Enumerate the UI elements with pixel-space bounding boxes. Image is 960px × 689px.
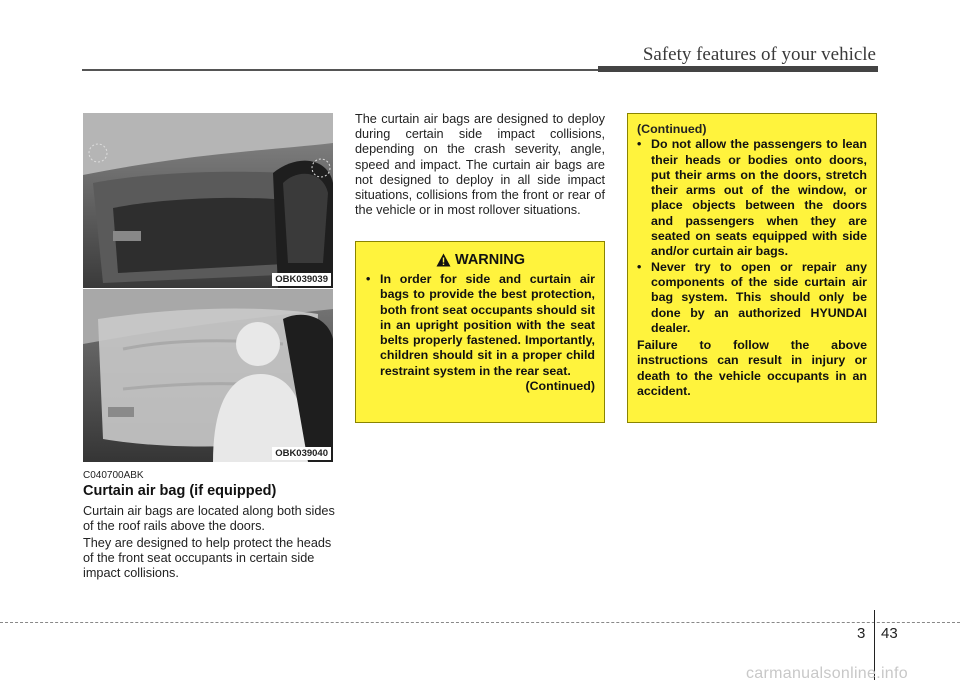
car-interior-image bbox=[83, 113, 333, 288]
warning-heading bbox=[366, 252, 595, 268]
photo-curtain-airbag-location bbox=[83, 113, 333, 288]
warning-bullet bbox=[637, 260, 867, 336]
photo-code-label: OBK039040 bbox=[272, 447, 331, 460]
deployed-airbag-image bbox=[83, 289, 333, 462]
bullet-dot: • bbox=[366, 272, 371, 286]
warning-box bbox=[355, 241, 605, 423]
photo-code-label: OBK039039 bbox=[272, 273, 331, 286]
warning-final-text: Failure to follow the above instructions can result in injury or death to the vehicle occupants in an accident. bbox=[637, 338, 867, 399]
warning-bullet-text: Do not allow the passengers to lean their heads or bodies onto doors, put their arms on the doors, stretch their arms out of the window, or place objects between the doors and passengers when they are seated on seats equipped with side and/or curtain air bags. bbox=[651, 137, 867, 259]
section-code: C040700ABK bbox=[83, 470, 144, 481]
continued-heading: (Continued) bbox=[637, 122, 707, 136]
section-header-title: Safety features of your vehicle bbox=[642, 44, 876, 65]
warning-bullet-text: Never try to open or repair any components of the side curtain air bag system. This should only be done by an authorized HYUNDAI dealer. bbox=[651, 259, 867, 335]
body-paragraph: They are designed to help protect the heads of the front seat occupants in certain side impact collisions. bbox=[83, 536, 332, 581]
header-bar bbox=[598, 66, 878, 72]
warning-bullet bbox=[366, 272, 595, 379]
warning-triangle-icon bbox=[436, 253, 451, 267]
chapter-number: 3 bbox=[857, 625, 866, 642]
warning-box-continued bbox=[627, 113, 877, 423]
bullet-dot: • bbox=[637, 259, 642, 274]
section-title: Curtain air bag (if equipped) bbox=[83, 483, 277, 499]
site-watermark: carmanualsonline.info bbox=[746, 665, 908, 682]
body-paragraph: Curtain air bags are located along both sides of the roof rails above the doors. bbox=[83, 504, 335, 534]
warning-label: WARNING bbox=[454, 252, 526, 268]
warning-bullet bbox=[637, 137, 867, 259]
photo-curtain-airbag-deployed bbox=[83, 289, 333, 462]
page-number: 43 bbox=[881, 625, 898, 642]
bullet-dot: • bbox=[637, 137, 642, 152]
body-paragraph: The curtain air bags are designed to deploy during certain side impact collisions, depending on the crash severity, angle, speed and impact. The curtain air bags are not designed to deploy in all side impact situations, collisions from the front or rear of the vehicle or in most rollover situations. bbox=[355, 112, 605, 218]
warning-bullet-text: In order for side and curtain air bags to provide the best protection, both front seat occupants should sit in an upright position with the seat belts properly fastened. Importantly, children should sit in a proper child restraint system in the rear seat. bbox=[380, 272, 595, 378]
continued-label: (Continued) bbox=[525, 379, 595, 394]
footer-dashed-rule bbox=[0, 622, 960, 623]
